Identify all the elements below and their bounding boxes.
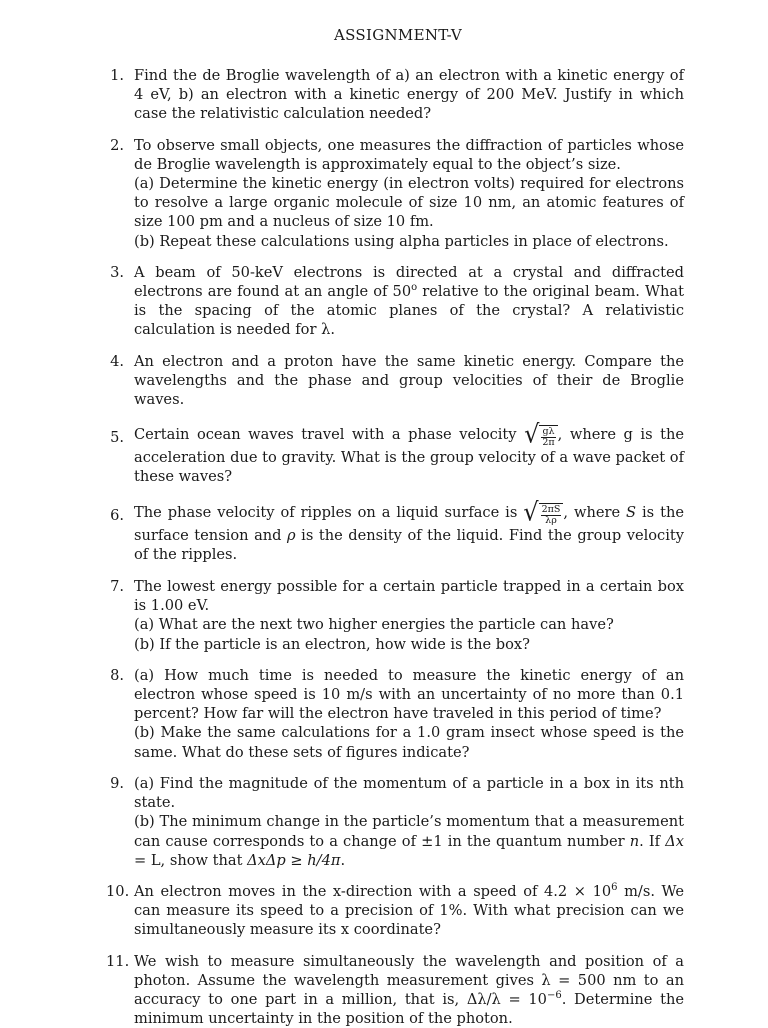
question-text: (b) The minimum change in the particle’s momentum that a measurement can cause corresponds to a change of ±1 in the quantum number [134, 813, 684, 850]
page-title: ASSIGNMENT-V [333, 26, 463, 44]
question-part-a: (a) How much time is needed to measure the kinetic energy of an electron whose speed is 10 m/s with an uncertainty of no more than 0.1 percent? How far will the electron have traveled in this period of time? [134, 666, 684, 723]
question-text-cont: . If [639, 832, 666, 850]
variable-s: S [626, 503, 637, 521]
question-part-b: (b) If the particle is an electron, how wide is the box? [134, 635, 530, 653]
fraction [541, 505, 562, 526]
question-part-a: (a) Find the magnitude of the momentum of a particle in a box in its nth state. [134, 774, 684, 812]
radical-sign: √ [524, 419, 540, 449]
question-part-b: (b) Make the same calculations for a 1.0 gram insect whose speed is the same. What do these sets of figures indicate? [134, 724, 684, 761]
sqrt-expression [524, 419, 558, 449]
question-text: An electron moves in the x-direction with a speed of 4.2 × 10 [134, 882, 612, 900]
question-11 [108, 952, 684, 1028]
question-text-cont: , where [563, 503, 627, 521]
variable-rho: ρ [287, 526, 296, 544]
question-number: 11. [106, 952, 130, 970]
question-4 [108, 352, 684, 410]
uncertainty-expression: ΔxΔp ≥ h/4π [247, 851, 341, 869]
question-list [108, 66, 684, 1028]
sqrt-expression [523, 496, 563, 527]
question-1 [108, 66, 684, 124]
question-text: A beam of 50-keV electrons is directed at a crystal and diffracted electrons are found at an angle of 50 [134, 263, 684, 301]
question-part-a: (a) Determine the kinetic energy (in electron volts) required for electrons to resolve a large organic molecule of size 10 nm, an atomic features of size 100 pm and a nucleus of size 10 fm. [134, 175, 684, 231]
question-number: 9. [110, 774, 124, 792]
question-text-cont: , where g is the acceleration due to gravity. What is the group velocity of a wave packet of these waves? [134, 426, 684, 486]
question-text-cont: is the surface tension and [134, 503, 684, 544]
question-text-cont: relative to the original beam. What is the spacing of the atomic planes of the crystal? A relativistic calculation is needed for λ. [134, 283, 684, 339]
question-text: An electron and a proton have the same kinetic energy. Compare the wavelengths and the phase and group velocities of their de Broglie waves. [134, 352, 684, 409]
question-text-cont: . Determine the minimum uncertainty in the position of the photon. [134, 990, 684, 1028]
radical-sign: √ [523, 496, 539, 527]
question-number: 6. [110, 506, 124, 524]
question-text: We wish to measure simultaneously the wavelength and position of a photon. Assume the wavelength measurement gives λ = 500 nm to an accuracy to one part in a million, that is, Δλ/λ = 10 [134, 952, 684, 1008]
question-5 [108, 419, 684, 486]
question-part-b: (b) Repeat these calculations using alpha particles in place of electrons. [134, 232, 669, 250]
fraction-numerator: 2πS [541, 503, 561, 515]
fraction-numerator: gλ [542, 426, 555, 438]
question-number: 3. [110, 263, 124, 281]
question-text: The lowest energy possible for a certain particle trapped in a certain box is 1.00 eV. [134, 578, 684, 615]
question-number: 2. [110, 136, 124, 154]
question-6 [108, 496, 684, 564]
question-text: Certain ocean waves travel with a phase velocity [134, 426, 525, 444]
question-number: 8. [110, 666, 124, 684]
variable-n: n [629, 832, 640, 850]
degree-symbol: o [411, 282, 418, 294]
question-7 [108, 577, 684, 654]
fraction-denominator: 2π [542, 437, 555, 449]
question-part-a: (a) What are the next two higher energies the particle can have? [134, 616, 614, 634]
question-number: 4. [110, 352, 124, 370]
question-text: To observe small objects, one measures the diffraction of particles whose de Broglie wavelength is approximately equal to the object’s size. [134, 136, 684, 173]
question-9 [108, 774, 684, 870]
question-text-cont: = L, show that [134, 851, 248, 869]
question-text-cont: . [340, 851, 346, 869]
question-10 [108, 882, 684, 940]
delta-x-expression: Δx [665, 832, 684, 850]
question-text: The phase velocity of ripples on a liquid surface is [134, 503, 524, 521]
question-number: 7. [110, 578, 124, 596]
exponent: 6 [611, 881, 618, 893]
question-text-cont: m/s. We can measure its speed to a precision of 1%. With what precision can we simultaneously measure its x coordinate? [134, 882, 684, 939]
question-text: Find the de Broglie wavelength of a) an electron with a kinetic energy of 4 eV, b) an electron with a kinetic energy of 200 MeV. Justify in which case the relativistic calculation needed? [134, 67, 684, 123]
question-3 [108, 263, 684, 340]
question-2 [108, 136, 684, 251]
question-8 [108, 666, 684, 762]
exponent: −6 [546, 989, 562, 1001]
question-text-cont: is the density of the liquid. Find the group velocity of the ripples. [134, 526, 684, 563]
fraction-denominator: λρ [545, 514, 557, 526]
question-part-b [134, 812, 684, 870]
question-number: 10. [106, 882, 130, 900]
question-number: 5. [110, 429, 124, 447]
question-number: 1. [110, 67, 124, 84]
fraction [541, 427, 555, 448]
